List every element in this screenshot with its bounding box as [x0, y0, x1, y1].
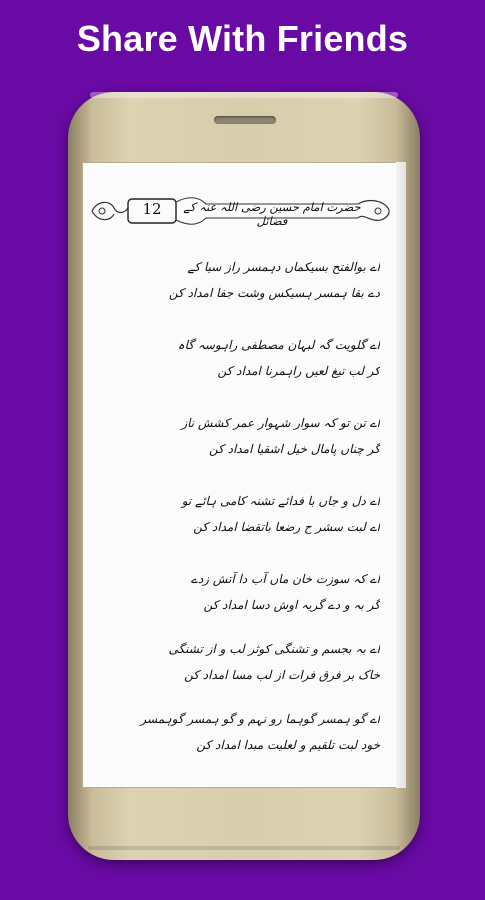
verse-line: اے گو ہمسر گوہما رو نہم و گو ہمسر گوہمسر — [140, 712, 380, 726]
phone-mockup — [68, 92, 420, 860]
verse-line: کر لب تیغ لعیں راہمرنا امداد کن — [217, 364, 380, 378]
verse-line: اے بوالفتح بسیکماں دہمسر راز سیا کے — [187, 260, 380, 274]
verse-2 — [108, 332, 380, 384]
verse-line: اے بہ بجسم و تشنگی کوثر لب و از تشنگی — [168, 642, 380, 656]
page-heading: حضرت امام حسین رضی اللہ عنہ کے فضائل — [183, 200, 361, 228]
verse-5 — [108, 566, 380, 618]
verse-1 — [108, 254, 380, 306]
phone-speaker-grille — [214, 116, 276, 124]
phone-top-edge — [90, 92, 398, 98]
poem-body — [108, 254, 380, 758]
verse-line: اے تن تو کہ سوار شہوار عمر کشش ناز — [181, 416, 380, 430]
ornamental-page-header — [88, 196, 394, 226]
verse-7 — [108, 706, 380, 758]
verse-line: گر چناں پامال خیل اشقیا امداد کن — [209, 442, 380, 456]
screen-side-strip — [396, 162, 406, 788]
verse-4 — [108, 488, 380, 540]
share-with-friends-headline: Share With Friends — [76, 18, 409, 59]
verse-line: گر بہ و دے گریہ اوش دسا امداد کن — [203, 598, 380, 612]
verse-6 — [108, 636, 380, 688]
verse-line: خاک بر فرق فرات از لب مسا امداد کن — [184, 668, 380, 682]
verse-line: اے دل و جاں با فدائے تشنہ کامی ہائے تو — [181, 494, 380, 508]
verse-3 — [108, 410, 380, 462]
verse-line: اے کہ سوزت خان ماں آب دا آتش زدے — [190, 572, 380, 586]
verse-line: خود لبت تلقیم و لعلیت مبدا امداد کن — [196, 738, 380, 752]
verse-line: اے لبت سشر ح رضعا باتقضا امداد کن — [193, 520, 380, 534]
phone-screen[interactable] — [82, 162, 406, 788]
page-number: 12 — [142, 200, 162, 218]
verse-line: دے بقا ہمسر ہسیکس وشت جفا امداد کن — [168, 286, 380, 300]
verse-line: اے گلویت گہ لبہان مصطفی راہوسہ گاہ — [177, 338, 380, 352]
phone-bottom-edge — [88, 846, 400, 850]
